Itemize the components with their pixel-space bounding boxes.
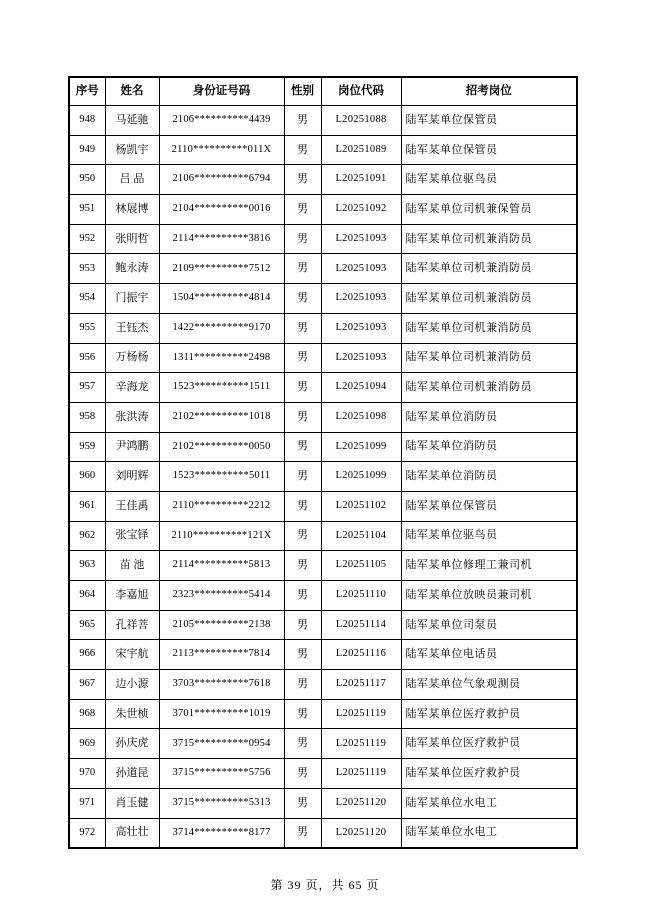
cell-job-code: L20251088	[321, 106, 401, 136]
cell-serial: 961	[69, 491, 105, 521]
recruitment-roster-table	[68, 76, 578, 849]
cell-gender: 男	[284, 788, 321, 818]
cell-serial: 969	[69, 729, 105, 759]
column-header-id-number: 身份证号码	[159, 77, 284, 106]
table-row	[69, 402, 577, 432]
cell-job-code: L20251094	[321, 373, 401, 403]
cell-serial: 968	[69, 699, 105, 729]
cell-id-number: 2323**********5414	[159, 581, 284, 611]
cell-gender: 男	[284, 462, 321, 492]
cell-name: 孔祥菩	[105, 610, 159, 640]
table-body	[69, 106, 577, 849]
cell-gender: 男	[284, 135, 321, 165]
cell-serial: 963	[69, 551, 105, 581]
cell-serial: 972	[69, 818, 105, 848]
cell-name: 朱世桢	[105, 699, 159, 729]
cell-name: 门振宇	[105, 284, 159, 314]
cell-serial: 970	[69, 759, 105, 789]
cell-gender: 男	[284, 373, 321, 403]
cell-serial: 954	[69, 284, 105, 314]
table-row	[69, 759, 577, 789]
cell-job-code: L20251119	[321, 729, 401, 759]
table-row	[69, 729, 577, 759]
cell-id-number: 3714**********8177	[159, 818, 284, 848]
cell-gender: 男	[284, 670, 321, 700]
cell-serial: 951	[69, 195, 105, 225]
cell-id-number: 2106**********4439	[159, 106, 284, 136]
cell-position: 陆军某单位医疗救护员	[401, 699, 577, 729]
cell-id-number: 3701**********1019	[159, 699, 284, 729]
cell-job-code: L20251092	[321, 195, 401, 225]
cell-gender: 男	[284, 729, 321, 759]
cell-serial: 965	[69, 610, 105, 640]
cell-id-number: 2106**********6794	[159, 165, 284, 195]
cell-serial: 962	[69, 521, 105, 551]
table-row	[69, 106, 577, 136]
cell-position: 陆军某单位保管员	[401, 491, 577, 521]
column-header-position: 招考岗位	[401, 77, 577, 106]
cell-name: 宋宇航	[105, 640, 159, 670]
cell-name: 孙庆虎	[105, 729, 159, 759]
table-row	[69, 581, 577, 611]
cell-id-number: 2104**********0016	[159, 195, 284, 225]
table-row	[69, 462, 577, 492]
cell-position: 陆军某单位司泵员	[401, 610, 577, 640]
cell-serial: 959	[69, 432, 105, 462]
table-row	[69, 521, 577, 551]
table-row	[69, 224, 577, 254]
cell-job-code: L20251099	[321, 462, 401, 492]
cell-name: 马延驰	[105, 106, 159, 136]
cell-name: 王佳禹	[105, 491, 159, 521]
table-row	[69, 818, 577, 848]
cell-position: 陆军某单位医疗救护员	[401, 759, 577, 789]
cell-gender: 男	[284, 640, 321, 670]
cell-name: 鲍永涛	[105, 254, 159, 284]
cell-id-number: 2110**********011X	[159, 135, 284, 165]
cell-position: 陆军某单位消防员	[401, 462, 577, 492]
cell-name: 王钰杰	[105, 313, 159, 343]
table-row	[69, 551, 577, 581]
cell-position: 陆军某单位消防员	[401, 402, 577, 432]
table-row	[69, 195, 577, 225]
table-row	[69, 788, 577, 818]
cell-job-code: L20251099	[321, 432, 401, 462]
cell-position: 陆军某单位消防员	[401, 432, 577, 462]
cell-serial: 964	[69, 581, 105, 611]
cell-serial: 949	[69, 135, 105, 165]
cell-serial: 950	[69, 165, 105, 195]
cell-id-number: 1422**********9170	[159, 313, 284, 343]
cell-id-number: 2105**********2138	[159, 610, 284, 640]
cell-position: 陆军某单位放映员兼司机	[401, 581, 577, 611]
cell-position: 陆军某单位司机兼消防员	[401, 224, 577, 254]
cell-position: 陆军某单位司机兼消防员	[401, 313, 577, 343]
cell-name: 吕 品	[105, 165, 159, 195]
cell-position: 陆军某单位医疗救护员	[401, 729, 577, 759]
cell-job-code: L20251105	[321, 551, 401, 581]
cell-job-code: L20251120	[321, 818, 401, 848]
cell-name: 刘明辉	[105, 462, 159, 492]
cell-id-number: 2110**********121X	[159, 521, 284, 551]
cell-position: 陆军某单位司机兼消防员	[401, 254, 577, 284]
cell-serial: 971	[69, 788, 105, 818]
cell-gender: 男	[284, 491, 321, 521]
table-row	[69, 699, 577, 729]
cell-job-code: L20251093	[321, 224, 401, 254]
cell-id-number: 2114**********5813	[159, 551, 284, 581]
cell-gender: 男	[284, 313, 321, 343]
cell-job-code: L20251089	[321, 135, 401, 165]
cell-job-code: L20251117	[321, 670, 401, 700]
cell-position: 陆军某单位修理工兼司机	[401, 551, 577, 581]
table-header-row	[69, 77, 577, 106]
cell-name: 边小源	[105, 670, 159, 700]
cell-job-code: L20251119	[321, 759, 401, 789]
cell-serial: 967	[69, 670, 105, 700]
cell-gender: 男	[284, 581, 321, 611]
cell-id-number: 3715**********5313	[159, 788, 284, 818]
cell-job-code: L20251091	[321, 165, 401, 195]
cell-id-number: 2110**********2212	[159, 491, 284, 521]
cell-position: 陆军某单位电话员	[401, 640, 577, 670]
page-number-footer: 第 39 页，共 65 页	[270, 878, 380, 892]
cell-gender: 男	[284, 284, 321, 314]
cell-name: 张宝铎	[105, 521, 159, 551]
cell-job-code: L20251102	[321, 491, 401, 521]
cell-gender: 男	[284, 551, 321, 581]
cell-gender: 男	[284, 432, 321, 462]
cell-id-number: 2102**********0050	[159, 432, 284, 462]
cell-gender: 男	[284, 610, 321, 640]
column-header-job-code: 岗位代码	[321, 77, 401, 106]
cell-name: 尹鸿鹏	[105, 432, 159, 462]
cell-name: 高壮壮	[105, 818, 159, 848]
cell-id-number: 3703**********7618	[159, 670, 284, 700]
table-row	[69, 343, 577, 373]
table-row	[69, 373, 577, 403]
cell-id-number: 2113**********7814	[159, 640, 284, 670]
cell-gender: 男	[284, 699, 321, 729]
cell-id-number: 2109**********7512	[159, 254, 284, 284]
cell-name: 辛海龙	[105, 373, 159, 403]
cell-job-code: L20251114	[321, 610, 401, 640]
cell-serial: 953	[69, 254, 105, 284]
cell-serial: 948	[69, 106, 105, 136]
cell-id-number: 1523**********1511	[159, 373, 284, 403]
cell-id-number: 1504**********4814	[159, 284, 284, 314]
cell-position: 陆军某单位保管员	[401, 106, 577, 136]
column-header-name: 姓名	[105, 77, 159, 106]
cell-name: 杨凯宇	[105, 135, 159, 165]
table-row	[69, 640, 577, 670]
cell-position: 陆军某单位司机兼消防员	[401, 284, 577, 314]
table-row	[69, 284, 577, 314]
table-row	[69, 610, 577, 640]
cell-job-code: L20251093	[321, 254, 401, 284]
cell-id-number: 1523**********5011	[159, 462, 284, 492]
cell-position: 陆军某单位水电工	[401, 818, 577, 848]
cell-gender: 男	[284, 254, 321, 284]
cell-gender: 男	[284, 521, 321, 551]
cell-job-code: L20251120	[321, 788, 401, 818]
cell-job-code: L20251104	[321, 521, 401, 551]
cell-id-number: 2114**********3816	[159, 224, 284, 254]
table-row	[69, 432, 577, 462]
cell-gender: 男	[284, 106, 321, 136]
cell-serial: 966	[69, 640, 105, 670]
cell-job-code: L20251093	[321, 343, 401, 373]
table-row	[69, 491, 577, 521]
cell-name: 万杨杨	[105, 343, 159, 373]
table-row	[69, 313, 577, 343]
cell-serial: 958	[69, 402, 105, 432]
table-row	[69, 165, 577, 195]
cell-position: 陆军某单位气象观测员	[401, 670, 577, 700]
cell-serial: 957	[69, 373, 105, 403]
cell-gender: 男	[284, 343, 321, 373]
cell-id-number: 1311**********2498	[159, 343, 284, 373]
cell-gender: 男	[284, 818, 321, 848]
cell-position: 陆军某单位水电工	[401, 788, 577, 818]
cell-gender: 男	[284, 402, 321, 432]
cell-id-number: 2102**********1018	[159, 402, 284, 432]
cell-name: 张洪涛	[105, 402, 159, 432]
table-row	[69, 254, 577, 284]
cell-name: 李嘉旭	[105, 581, 159, 611]
cell-gender: 男	[284, 759, 321, 789]
cell-job-code: L20251116	[321, 640, 401, 670]
cell-position: 陆军某单位司机兼消防员	[401, 343, 577, 373]
table-row	[69, 670, 577, 700]
cell-job-code: L20251119	[321, 699, 401, 729]
cell-id-number: 3715**********0954	[159, 729, 284, 759]
cell-name: 苗 池	[105, 551, 159, 581]
cell-serial: 952	[69, 224, 105, 254]
column-header-gender: 性别	[284, 77, 321, 106]
cell-job-code: L20251093	[321, 284, 401, 314]
cell-position: 陆军某单位保管员	[401, 135, 577, 165]
cell-name: 张明哲	[105, 224, 159, 254]
cell-gender: 男	[284, 224, 321, 254]
cell-name: 林展博	[105, 195, 159, 225]
table-row	[69, 135, 577, 165]
cell-job-code: L20251098	[321, 402, 401, 432]
cell-position: 陆军某单位司机兼保管员	[401, 195, 577, 225]
cell-job-code: L20251093	[321, 313, 401, 343]
cell-position: 陆军某单位驱鸟员	[401, 165, 577, 195]
column-header-serial: 序号	[69, 77, 105, 106]
cell-serial: 955	[69, 313, 105, 343]
cell-job-code: L20251110	[321, 581, 401, 611]
cell-position: 陆军某单位司机兼消防员	[401, 373, 577, 403]
cell-name: 孙道昆	[105, 759, 159, 789]
cell-serial: 956	[69, 343, 105, 373]
cell-gender: 男	[284, 195, 321, 225]
cell-serial: 960	[69, 462, 105, 492]
cell-name: 肖玉健	[105, 788, 159, 818]
cell-id-number: 3715**********5756	[159, 759, 284, 789]
cell-position: 陆军某单位驱鸟员	[401, 521, 577, 551]
cell-gender: 男	[284, 165, 321, 195]
